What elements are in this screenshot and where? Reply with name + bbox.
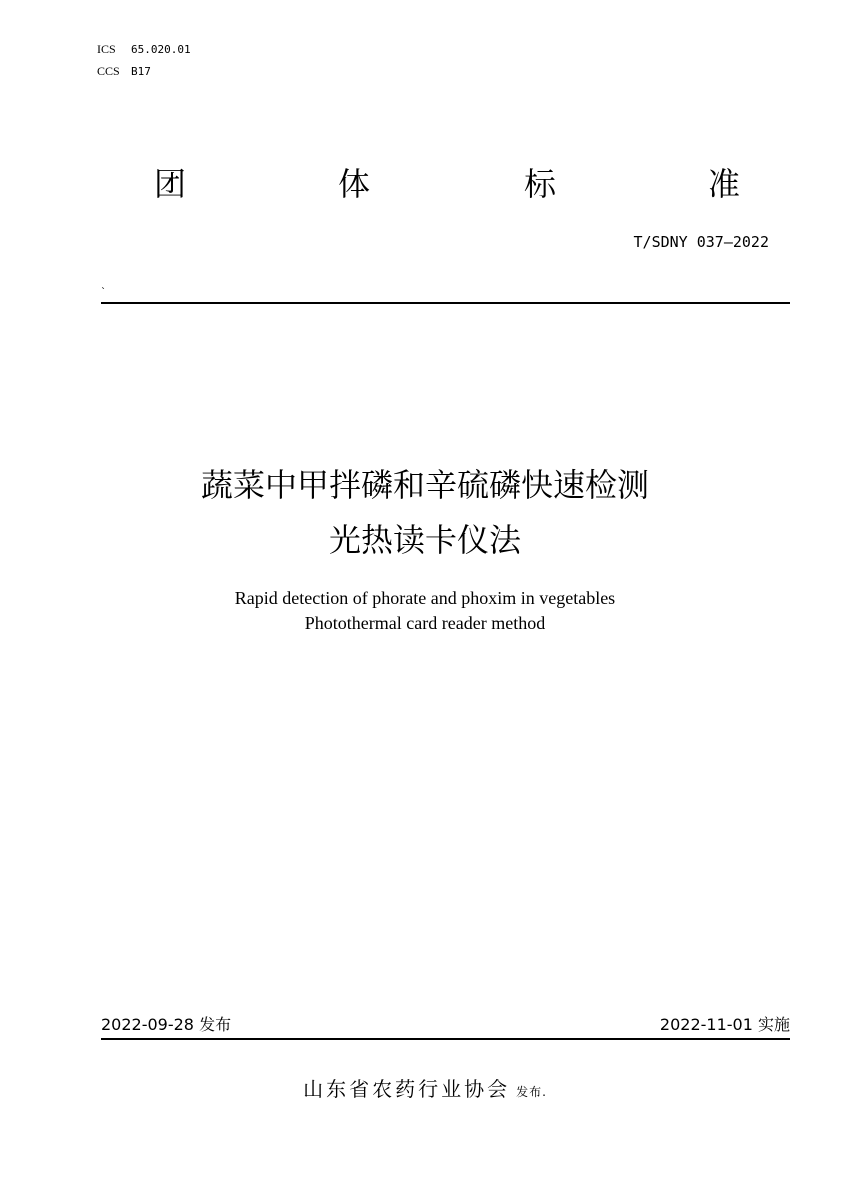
ics-value: 65.020.01	[131, 43, 191, 56]
publisher-name: 山东省农药行业协会	[303, 1077, 511, 1101]
chinese-title-line-2: 光热读卡仪法	[328, 521, 521, 559]
stray-mark: `	[101, 287, 106, 298]
ics-code	[97, 42, 191, 57]
standard-type-char: 标	[524, 165, 557, 203]
english-title-line-2: Photothermal card reader method	[304, 613, 546, 633]
ccs-value: B17	[131, 65, 151, 78]
publish-date: 2022-09-28 发布	[101, 1015, 232, 1034]
english-title-line-1: Rapid detection of phorate and phoxim in vegetables	[234, 588, 616, 608]
bottom-divider	[101, 1038, 790, 1040]
ccs-label: CCS	[97, 64, 120, 78]
ccs-code	[97, 64, 151, 79]
publisher	[0, 1076, 850, 1105]
chinese-title-line-1: 蔬菜中甲拌磷和辛硫磷快速检测	[200, 466, 649, 504]
standard-number: T/SDNY 037—2022	[633, 233, 769, 251]
standard-type-char: 团	[154, 165, 187, 203]
top-divider	[101, 302, 790, 304]
standard-type-char: 体	[338, 165, 371, 203]
ics-label: ICS	[97, 42, 116, 56]
publisher-suffix: 发布.	[516, 1085, 547, 1099]
implement-date: 2022-11-01 实施	[659, 1015, 790, 1034]
standard-type-char: 准	[708, 165, 741, 203]
